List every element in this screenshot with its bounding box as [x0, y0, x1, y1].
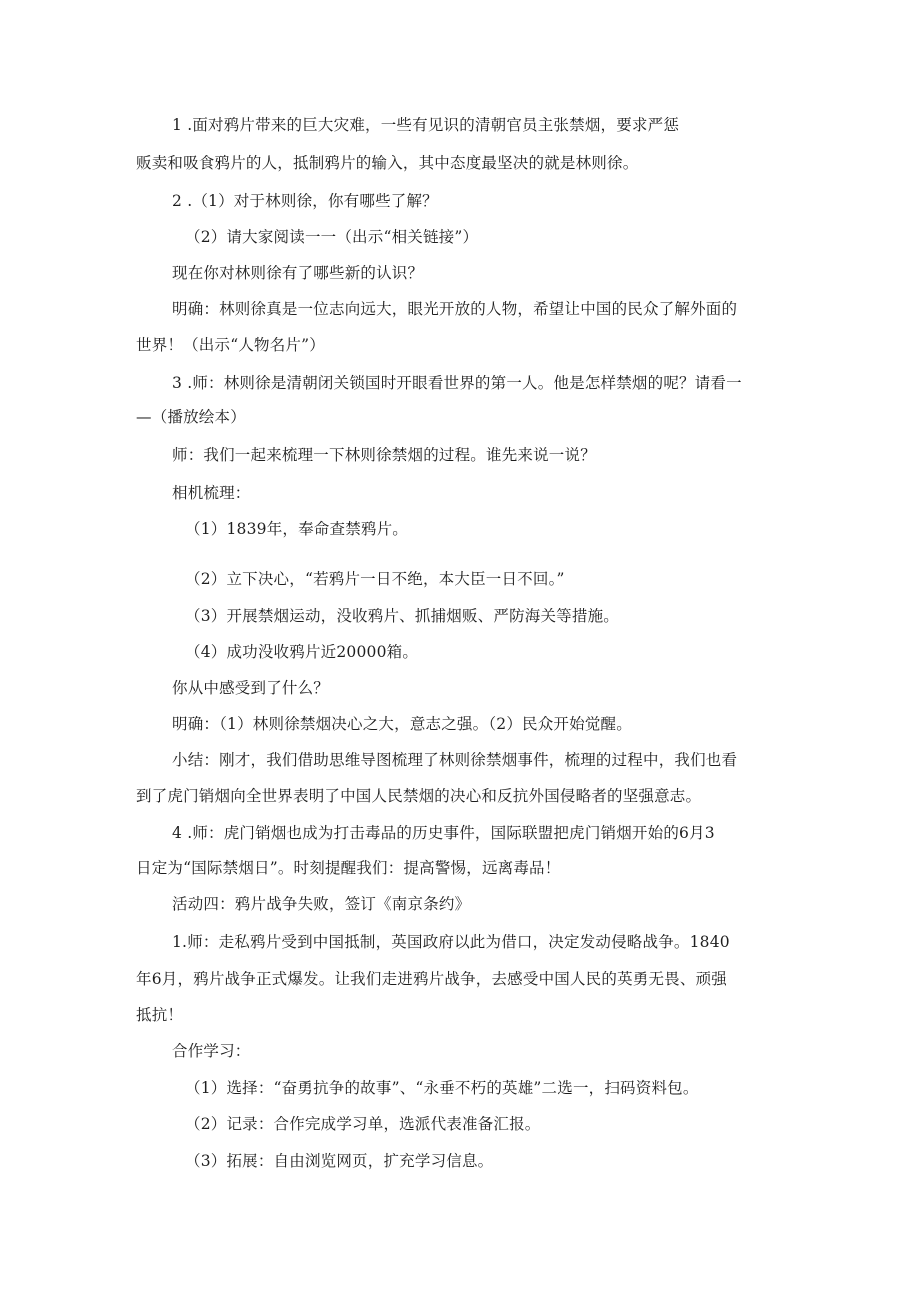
- summary-item-3: （3）开展禁烟运动，没收鸦片、抓捕烟贩、严防海关等措施。: [185, 607, 619, 625]
- paragraph-4-line-2: 日定为“国际禁烟日”。时刻提醒我们：提高警惕，远离毒品！: [136, 859, 561, 877]
- cooperative-task-1: （1）选择：“奋勇抗争的故事”、“永垂不朽的英雄”二选一，扫码资料包。: [185, 1079, 699, 1097]
- clarification-1-line-2: 世界！（出示“人物名片”）: [136, 336, 325, 354]
- clarification-1-line-1: 明确：林则徐真是一位志向远大，眼光开放的人物，希望让中国的民众了解外面的: [172, 300, 738, 318]
- activity-four-heading: 活动四：鸦片战争失败，签订《南京条约》: [172, 895, 471, 913]
- cooperative-learning-heading: 合作学习：: [172, 1042, 251, 1060]
- new-understanding-question: 现在你对林则徐有了哪些新的认识？: [172, 264, 424, 282]
- activity-four-line-1: 1.师：走私鸦片受到中国抵制，英国政府以此为借口，决定发动侵略战争。1840: [172, 933, 730, 951]
- summary-item-2: （2）立下决心，“若鸦片一日不绝，本大臣一日不回。”: [185, 570, 565, 588]
- conclusion-line-1: 小结：刚才，我们借助思维导图梳理了林则徐禁烟事件，梳理的过程中，我们也看: [172, 751, 738, 769]
- paragraph-4-line-1: 4 .师：虎门销烟也成为打击毒品的历史事件，国际联盟把虎门销烟开始的6月3: [172, 824, 715, 842]
- paragraph-1-line-1: 1 .面对鸦片带来的巨大灾难，一些有见识的清朝官员主张禁烟，要求严惩: [172, 116, 680, 134]
- cooperative-task-2: （2）记录：合作完成学习单，选派代表准备汇报。: [185, 1115, 541, 1133]
- summary-item-1: （1）1839年，奉命查禁鸦片。: [185, 520, 409, 538]
- activity-four-line-3: 抵抗！: [136, 1006, 184, 1024]
- summary-item-4: （4）成功没收鸦片近20000箱。: [185, 643, 419, 661]
- conclusion-line-2: 到了虎门销烟向全世界表明了中国人民禁烟的决心和反抗外国侵略者的坚强意志。: [136, 787, 702, 805]
- question-2-2: （2）请大家阅读一一（出示“相关链接”）: [185, 228, 479, 246]
- activity-four-line-2: 年6月，鸦片战争正式爆发。让我们走进鸦片战争，去感受中国人民的英勇无畏、顽强: [136, 970, 727, 988]
- paragraph-3-line-1: 3 .师：林则徐是清朝闭关锁国时开眼看世界的第一人。他是怎样禁烟的呢？请看一: [172, 374, 742, 392]
- feeling-question: 你从中感受到了什么？: [172, 679, 330, 697]
- paragraph-3-line-2: —（播放绘本）: [136, 408, 246, 426]
- question-2-1: 2 .（1）对于林则徐，你有哪些了解？: [172, 192, 438, 210]
- teacher-prompt: 师：我们一起来梳理一下林则徐禁烟的过程。谁先来说一说？: [172, 446, 596, 464]
- summary-heading: 相机梳理：: [172, 484, 251, 502]
- cooperative-task-3: （3）拓展：自由浏览网页，扩充学习信息。: [185, 1152, 494, 1170]
- paragraph-1-line-2: 贩卖和吸食鸦片的人，抵制鸦片的输入，其中态度最坚决的就是林则徐。: [136, 154, 639, 172]
- clarification-2: 明确：（1）林则徐禁烟决心之大，意志之强。（2）民众开始觉醒。: [172, 715, 632, 733]
